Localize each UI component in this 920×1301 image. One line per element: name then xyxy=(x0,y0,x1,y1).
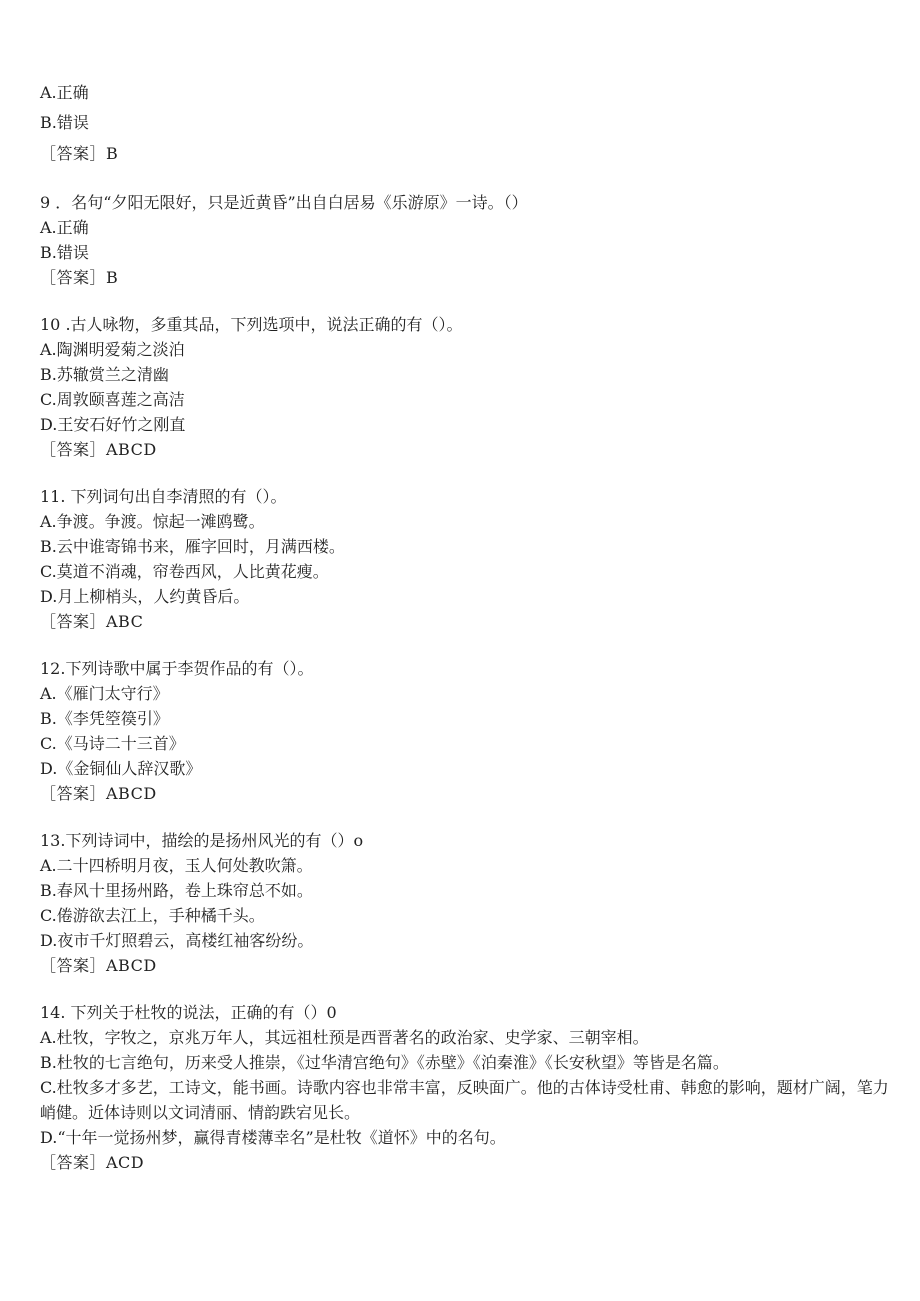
answer-line: ［答案］ABCD xyxy=(40,440,157,459)
question-text: 10 .古人咏物，多重其品，下列选项中，说法正确的有（）。 xyxy=(40,315,463,334)
question-block-14 xyxy=(40,1000,890,1175)
question-block-8 xyxy=(40,80,890,166)
question-block-10 xyxy=(40,312,890,462)
question-text: 14. 下列关于杜牧的说法，正确的有（）0 xyxy=(40,1003,337,1022)
option-c: C.周敦颐喜莲之高洁 xyxy=(40,390,185,409)
option-a: A.争渡。争渡。惊起一滩鸥鹭。 xyxy=(40,512,265,531)
option-c: C.倦游欲去江上，手种橘千头。 xyxy=(40,906,265,925)
option-d: D.《金铜仙人辞汉歌》 xyxy=(40,759,202,778)
option-d: D.王安石好竹之刚直 xyxy=(40,415,186,434)
question-block-11 xyxy=(40,484,890,634)
option-b: B.春风十里扬州路，卷上珠帘总不如。 xyxy=(40,881,313,900)
option-a: A.正确 xyxy=(40,83,89,102)
answer-line: ［答案］ACD xyxy=(40,1153,145,1172)
answer-line: ［答案］ABCD xyxy=(40,784,157,803)
option-a: A.正确 xyxy=(40,218,89,237)
question-text: 12.下列诗歌中属于李贺作品的有（）。 xyxy=(40,659,314,678)
option-a: A.二十四桥明月夜，玉人何处教吹箫。 xyxy=(40,856,313,875)
option-b: B.错误 xyxy=(40,243,89,262)
question-text: 13.下列诗词中，描绘的是扬州风光的有（）o xyxy=(40,831,364,850)
question-block-9 xyxy=(40,190,890,290)
option-b: B.错误 xyxy=(40,113,89,132)
option-c: C.杜牧多才多艺，工诗文，能书画。诗歌内容也非常丰富，反映面广。他的古体诗受杜甫、韩愈的影响，题材广阔，笔力峭健。近体诗则以文词清丽、情韵跌宕见长。 xyxy=(40,1078,889,1122)
option-a: A.杜牧，字牧之，京兆万年人，其远祖杜预是西晋著名的政治家、史学家、三朝宰相。 xyxy=(40,1028,649,1047)
option-a: A.《雁门太守行》 xyxy=(40,684,169,703)
question-text: 9 ．名句“夕阳无限好，只是近黄昏”出自白居易《乐游原》一诗。（） xyxy=(40,193,528,212)
document-page xyxy=(40,80,890,1175)
question-text: 11. 下列词句出自李清照的有（）。 xyxy=(40,487,287,506)
answer-line: ［答案］ABC xyxy=(40,612,144,631)
question-block-13 xyxy=(40,828,890,978)
answer-line: ［答案］B xyxy=(40,144,119,163)
option-d: D.月上柳梢头，人约黄昏后。 xyxy=(40,587,250,606)
option-b: B.苏辙赏兰之清幽 xyxy=(40,365,169,384)
option-b: B.杜牧的七言绝句，历来受人推崇，《过华清宫绝句》《赤壁》《泊秦淮》《长安秋望》等皆是名篇。 xyxy=(40,1053,729,1072)
option-d: D.“十年一觉扬州梦，赢得青楼薄幸名”是杜牧《道怀》中的名句。 xyxy=(40,1128,506,1147)
option-a: A.陶渊明爱菊之淡泊 xyxy=(40,340,185,359)
option-c: C.莫道不消魂，帘卷西风，人比黄花瘦。 xyxy=(40,562,329,581)
option-b: B.《李凭箜篌引》 xyxy=(40,709,169,728)
option-d: D.夜市千灯照碧云，高楼红袖客纷纷。 xyxy=(40,931,314,950)
option-c: C.《马诗二十三首》 xyxy=(40,734,185,753)
answer-line: ［答案］B xyxy=(40,268,119,287)
question-block-12 xyxy=(40,656,890,806)
answer-line: ［答案］ABCD xyxy=(40,956,157,975)
option-b: B.云中谁寄锦书来，雁字回时，月满西楼。 xyxy=(40,537,345,556)
